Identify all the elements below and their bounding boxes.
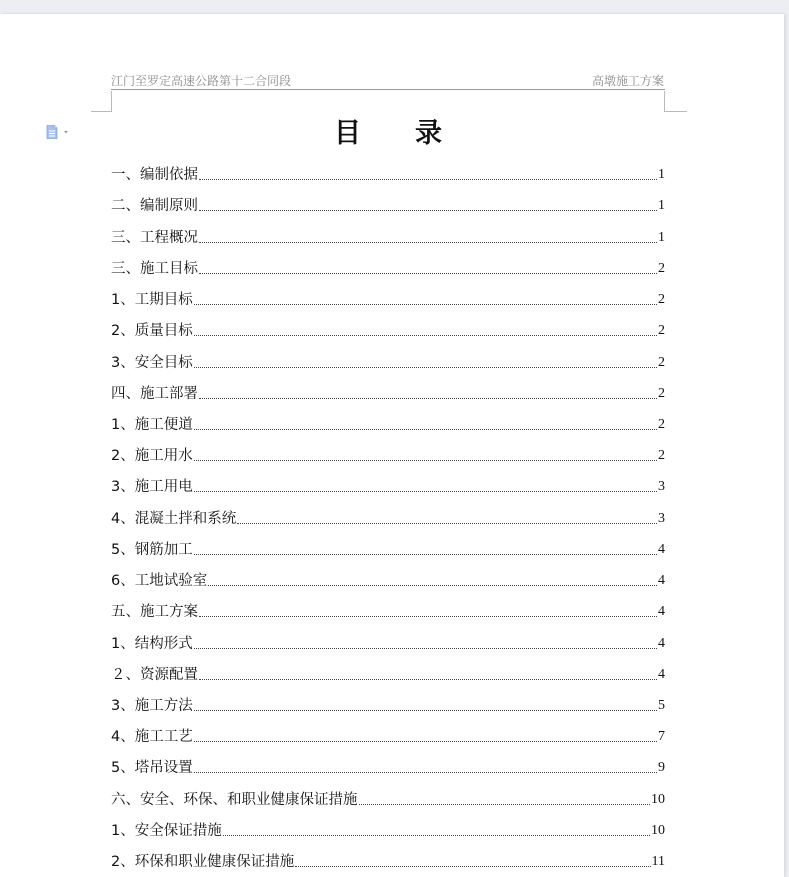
margin-corner-top-left xyxy=(91,91,112,112)
toc-entry-text: 2、施工用水 xyxy=(111,448,193,465)
toc-entry[interactable] xyxy=(111,685,665,716)
toc-entry-text: 5、钢筋加工 xyxy=(111,541,193,558)
toc-entry-text: 5、塔吊设置 xyxy=(111,760,193,777)
toc-entry-text: 3、安全目标 xyxy=(111,354,193,371)
toc-dot-leader xyxy=(199,272,657,274)
toc-entry[interactable] xyxy=(111,497,665,528)
toc-page-number: 1 xyxy=(658,198,665,214)
toc-dot-leader xyxy=(194,490,657,492)
toc-entry[interactable] xyxy=(111,310,665,341)
toc-dot-leader xyxy=(199,178,657,180)
toc-entry[interactable] xyxy=(111,341,665,372)
toc-page-number: 4 xyxy=(658,666,665,682)
toc-entry[interactable] xyxy=(111,591,665,622)
toc-entry-text: 四、施工部署 xyxy=(111,385,198,402)
toc-entry-text: 6、工地试验室 xyxy=(111,573,208,590)
toc-dot-leader xyxy=(194,553,657,555)
toc-page-number: 2 xyxy=(658,323,665,339)
toc-entry-text: 1、工期目标 xyxy=(111,292,193,309)
margin-corner-top-right xyxy=(664,91,687,112)
toc-entry-text: 2、质量目标 xyxy=(111,323,193,340)
toc-title: 目 录 xyxy=(334,118,442,149)
toc-page-number: 7 xyxy=(658,729,665,745)
toc-entry[interactable] xyxy=(111,466,665,497)
toc-page-number: 9 xyxy=(658,760,665,776)
toc-page-number: 3 xyxy=(658,479,665,495)
toc-page-number: 1 xyxy=(658,167,665,183)
toc-entry[interactable] xyxy=(111,185,665,216)
toc-entry-text: ２、资源配置 xyxy=(111,666,198,683)
toc-page-number: 10 xyxy=(651,822,665,838)
toc-dot-leader xyxy=(199,397,657,399)
toc-page-number: 4 xyxy=(658,635,665,651)
toc-entry-text: 4、混凝土拌和系统 xyxy=(111,510,237,527)
toc-page-number: 2 xyxy=(658,292,665,308)
toc-page-number: 4 xyxy=(658,604,665,620)
toc-dot-leader xyxy=(194,428,657,430)
toc-entry[interactable] xyxy=(111,622,665,653)
toc-entry[interactable] xyxy=(111,778,665,809)
toc-page-number: 5 xyxy=(658,697,665,713)
toc-entry-text: 一、编制依据 xyxy=(111,167,198,184)
header-document-title: 高墩施工方案 xyxy=(591,74,664,88)
toc-dot-leader xyxy=(194,740,657,742)
toc-dot-leader xyxy=(208,584,657,586)
toc-entry-text: 4、施工工艺 xyxy=(111,729,193,746)
toc-entry[interactable] xyxy=(111,373,665,404)
toc-entry-text: 3、施工用电 xyxy=(111,479,193,496)
toc-entry[interactable] xyxy=(111,435,665,466)
toc-entry[interactable] xyxy=(111,716,665,747)
toc-dot-leader xyxy=(295,865,650,867)
toc-dot-leader xyxy=(194,366,657,368)
toc-entry-text: 五、施工方案 xyxy=(111,604,198,621)
toc-page-number: 4 xyxy=(658,541,665,557)
toc-entry-text: 六、安全、环保、和职业健康保证措施 xyxy=(111,791,358,808)
toc-dot-leader xyxy=(199,678,657,680)
toc-entry[interactable] xyxy=(111,747,665,778)
toc-entry-text: 1、结构形式 xyxy=(111,635,193,652)
toc-entry-text: 二、编制原则 xyxy=(111,198,198,215)
toc-entry[interactable] xyxy=(111,841,665,872)
toc-entry[interactable] xyxy=(111,810,665,841)
toc-entry-text: 2、环保和职业健康保证措施 xyxy=(111,854,295,871)
toc-dot-leader xyxy=(199,209,657,211)
document-menu-icon[interactable] xyxy=(46,124,74,138)
toc-dot-leader xyxy=(194,459,657,461)
toc-entry[interactable] xyxy=(111,560,665,591)
document-page xyxy=(0,14,784,877)
header-rule xyxy=(111,89,665,90)
toc-entry-text: 1、施工便道 xyxy=(111,416,193,433)
toc-page-number: 4 xyxy=(658,573,665,589)
toc-page-number: 2 xyxy=(658,448,665,464)
toc-dot-leader xyxy=(223,834,650,836)
toc-dot-leader xyxy=(199,241,657,243)
toc-page-number: 2 xyxy=(658,260,665,276)
toc-dot-leader xyxy=(194,303,657,305)
toc-entry-text: 三、施工目标 xyxy=(111,260,198,277)
toc-page-number: 10 xyxy=(651,791,665,807)
toc-page-number: 2 xyxy=(658,416,665,432)
toc-page-number: 11 xyxy=(651,854,665,870)
toc-entry[interactable] xyxy=(111,404,665,435)
toc-entry[interactable] xyxy=(111,279,665,310)
toc-entry-text: 3、施工方法 xyxy=(111,697,193,714)
table-of-contents xyxy=(111,154,665,872)
toc-entry[interactable] xyxy=(111,654,665,685)
header-project-name: 江门至罗定高速公路第十二合同段 xyxy=(111,74,292,88)
toc-dot-leader xyxy=(199,615,657,617)
toc-page-number: 3 xyxy=(658,510,665,526)
toc-page-number: 2 xyxy=(658,354,665,370)
toc-dot-leader xyxy=(359,803,651,805)
toc-entry-text: 三、工程概况 xyxy=(111,229,198,246)
toc-dot-leader xyxy=(194,771,657,773)
toc-dot-leader xyxy=(194,709,657,711)
toc-dot-leader xyxy=(194,647,657,649)
toc-entry[interactable] xyxy=(111,248,665,279)
toc-entry[interactable] xyxy=(111,154,665,185)
toc-entry-text: 1、安全保证措施 xyxy=(111,822,222,839)
toc-dot-leader xyxy=(194,334,657,336)
toc-page-number: 2 xyxy=(658,385,665,401)
toc-page-number: 1 xyxy=(658,229,665,245)
toc-dot-leader xyxy=(237,522,657,524)
toc-entry[interactable] xyxy=(111,216,665,247)
toc-entry[interactable] xyxy=(111,529,665,560)
